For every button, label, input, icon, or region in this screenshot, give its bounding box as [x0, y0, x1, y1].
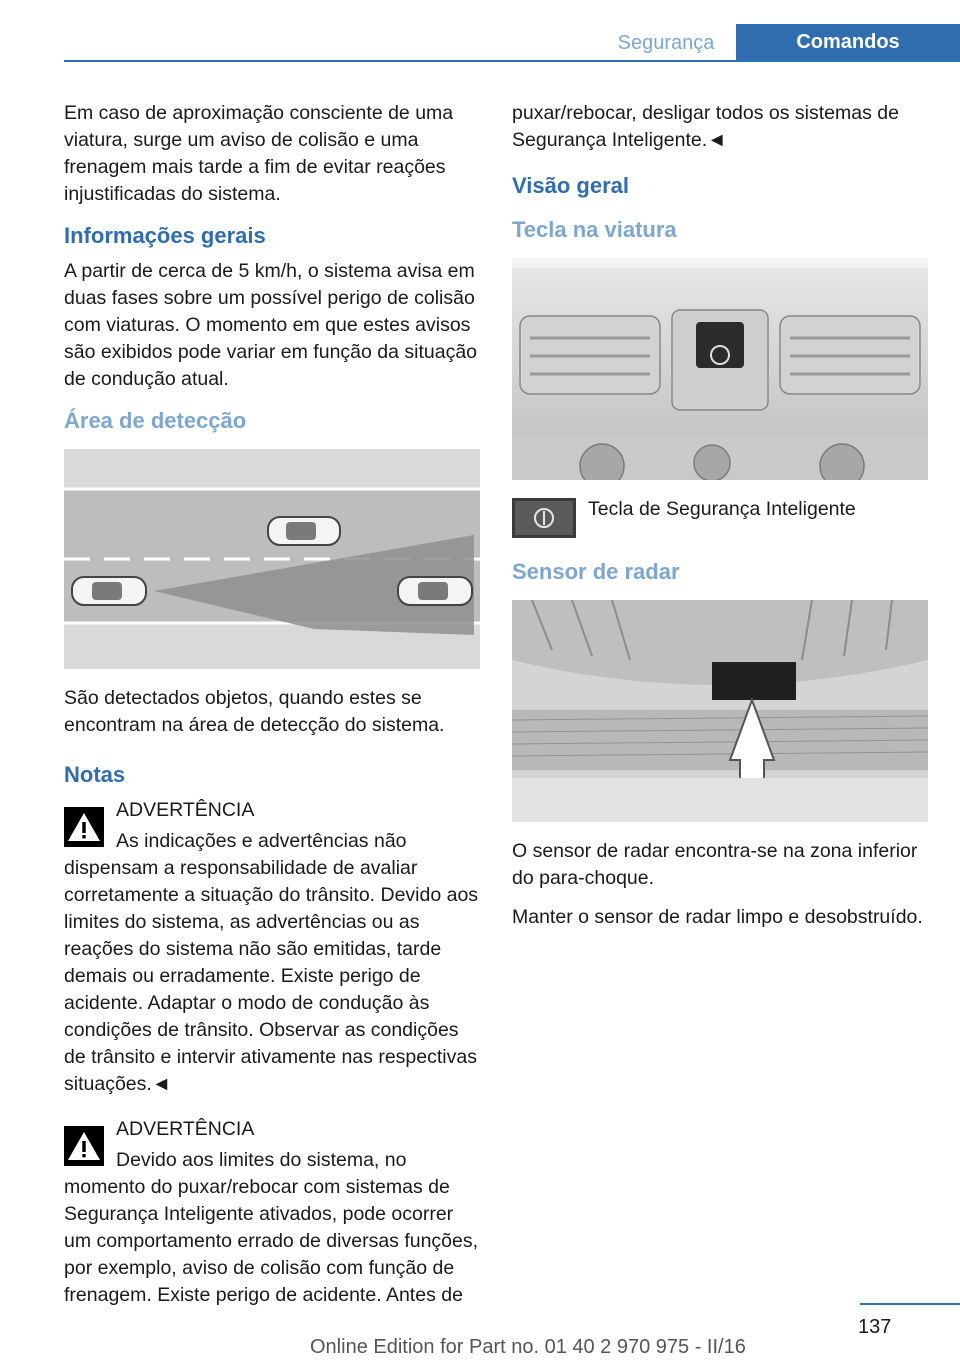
key-legend-row	[512, 496, 928, 540]
header-chapter-tab: Comandos	[736, 24, 960, 61]
warning-title: ADVERTÊNCIA	[116, 1118, 255, 1140]
edition-note: Online Edition for Part no. 01 40 2 970 975 - II/16	[310, 1336, 746, 1358]
notes-heading: Notas	[64, 762, 126, 787]
intro-paragraph: Em caso de aproximação consciente de uma viatura, surge um aviso de colisão e uma frenagem mais tarde a fim de evitar reações injustificadas do sistema.	[64, 102, 454, 205]
page-number: 137	[858, 1316, 892, 1338]
warning-text: Devido aos limites do sistema, no momento do puxar/rebocar com sistemas de Segurança Inteligente ativados, pode ocorrer um comportamento errado de diversas funções, por exemplo, aviso de colisão com função de frenagem. Existe perigo de acidente. Antes de	[64, 1149, 479, 1306]
car-ego	[398, 577, 472, 605]
radar-paragraph-2: Manter o sensor de radar limpo e desobstruído.	[512, 906, 923, 928]
key-legend-label: Tecla de Segurança Inteligente	[588, 498, 856, 520]
header-section-label: Segurança	[617, 32, 715, 54]
car-behind	[72, 577, 146, 605]
general-info-paragraph: A partir de cerca de 5 km/h, o sistema avisa em duas fases sobre um possível perigo de colisão com viaturas. O momento em que estes avisos são exibidos pode variar em função da situação de condução atual.	[64, 260, 478, 390]
detection-area-figure	[64, 449, 480, 669]
radar-sensor-heading: Sensor de radar	[512, 559, 680, 584]
continued-paragraph: puxar/rebocar, desligar todos os sistemas de Segurança Inteligente.◄	[512, 102, 899, 151]
footer-rule	[860, 1303, 960, 1305]
detection-area-paragraph: São detectados objetos, quando estes se encontram na área de detecção do sistema.	[64, 687, 445, 736]
key-heading: Tecla na viatura	[512, 217, 677, 242]
warning-title: ADVERTÊNCIA	[116, 799, 255, 821]
detection-area-heading: Área de detecção	[64, 408, 247, 433]
warning-text: As indicações e advertências não dispensam a responsabilidade de avaliar corretamente a situação do trânsito. Devido aos limites do sistema, as advertências ou as reações do sistema não são emitidas, tarde demais ou erradamente. Existe perigo de acidente. Adaptar o modo de condução às condições de trânsito. Observar as condições de trânsito e intervir ativamente nas respectivas situações.◄	[64, 830, 479, 1095]
left-column	[64, 100, 480, 1321]
warning-triangle-icon	[64, 807, 104, 847]
intelligent-safety-key-icon	[512, 498, 576, 538]
dashboard-key-figure	[512, 258, 928, 480]
car-front	[268, 517, 340, 545]
warning-triangle-icon	[64, 1126, 104, 1166]
warning-block-1	[64, 797, 480, 1098]
general-info-heading: Informações gerais	[64, 223, 266, 248]
right-column	[512, 100, 928, 943]
radar-sensor-figure	[512, 600, 928, 822]
overview-heading: Visão geral	[512, 173, 629, 198]
radar-paragraph-1: O sensor de radar encontra-se na zona inferior do para-choque.	[512, 840, 918, 889]
header-rule	[64, 60, 960, 62]
warning-block-2	[64, 1116, 480, 1309]
